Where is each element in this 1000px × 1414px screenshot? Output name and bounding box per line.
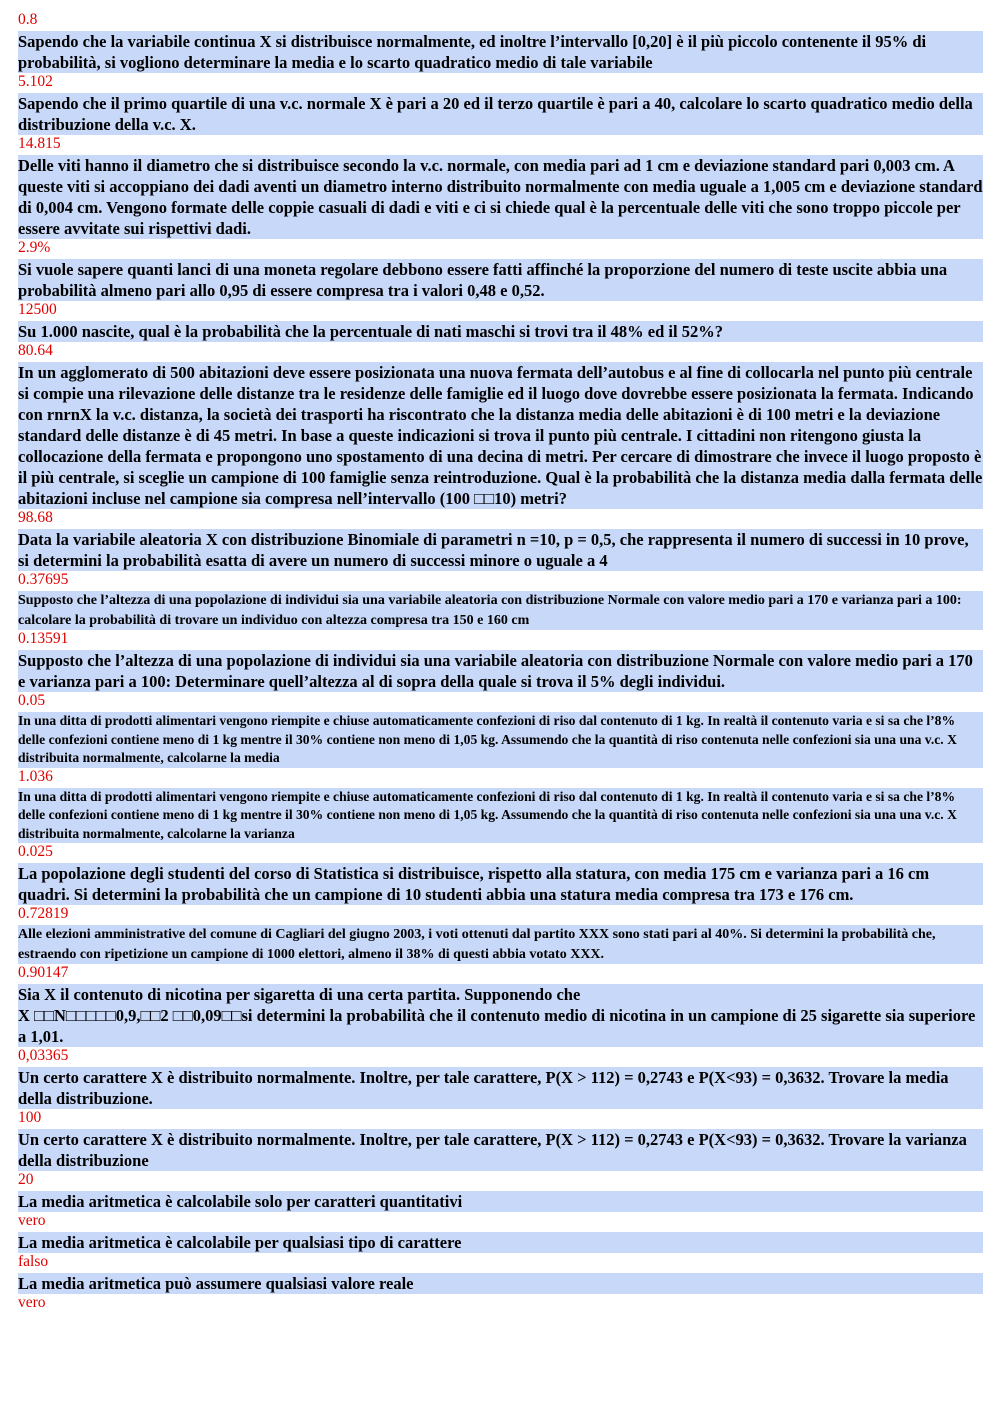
question-text: La media aritmetica è calcolabile per qualsiasi tipo di carattere <box>18 1232 983 1253</box>
answer-text: falso <box>18 1253 49 1270</box>
answer-text: vero <box>18 1294 46 1311</box>
answer-text: 0.05 <box>18 692 46 709</box>
question-text: Su 1.000 nascite, qual è la probabilità che la percentuale di nati maschi si trovi tra il 48% ed il 52%? <box>18 321 983 342</box>
answer-text: 98.68 <box>18 509 53 526</box>
question-text: Delle viti hanno il diametro che si distribuisce secondo la v.c. normale, con media pari ad 1 cm e deviazione standard pari 0,003 cm. A queste viti si accoppiano dei dadi aventi un diametro interno distribuito normalmente con media uguale a 1,005 cm e deviazione standard di 0,004 cm. Vengono formate delle coppie casuali di dadi e viti e ci si chiede qual è la percentuale delle viti che sono troppo piccole per essere avvitate sui rispettivi dadi. <box>18 156 983 238</box>
question-text: In una ditta di prodotti alimentari vengono riempite e chiuse automaticamente confezioni di riso dal contenuto di 1 kg. In realtà il contenuto varia e si sa che l’8% delle confezioni contiene meno di 1 kg mentre il 30% contiene non meno di 1,05 kg. Assumendo che la quantità di riso contenuta nelle confezioni sia una una v.c. X distribuita normalmente, calcolarne la media <box>18 712 983 768</box>
document-page <box>18 11 983 1312</box>
question-text: Sapendo che il primo quartile di una v.c. normale X è pari a 20 ed il terzo quartile è pari a 40, calcolare lo scarto quadratico medio della distribuzione della v.c. X. <box>18 93 983 135</box>
answer-text: 12500 <box>18 301 57 318</box>
answer-text: 0.13591 <box>18 630 69 647</box>
answer-text: 5.102 <box>18 73 53 90</box>
question-text: Un certo carattere X è distribuito normalmente. Inoltre, per tale carattere, P(X > 112) = 0,2743 e P(X<93) = 0,3632. Trovare la media della distribuzione. <box>18 1067 983 1109</box>
answer-text: 80.64 <box>18 342 53 359</box>
question-text: In una ditta di prodotti alimentari vengono riempite e chiuse automaticamente confezioni di riso dal contenuto di 1 kg. In realtà il contenuto varia e si sa che l’8% delle confezioni contiene meno di 1 kg mentre il 30% contiene non meno di 1,05 kg. Assumendo che la quantità di riso contenuta nelle confezioni sia una una v.c. X distribuita normalmente, calcolarne la varianza <box>18 788 983 844</box>
question-text: Si vuole sapere quanti lanci di una moneta regolare debbono essere fatti affinché la proporzione del numero di teste uscite abbia una probabilità almeno pari allo 0,95 di essere compresa tra i valori 0,48 e 0,52. <box>18 259 983 301</box>
question-text: Alle elezioni amministrative del comune di Cagliari del giugno 2003, i voti ottenuti dal partito XXX sono stati pari al 40%. Si determini la probabilità che, estraendo con ripetizione un campione di 1000 elettori, almeno il 38% di questi abbia votato XXX. <box>18 925 983 964</box>
answer-text: 20 <box>18 1171 34 1188</box>
answer-text: 0,03365 <box>18 1047 69 1064</box>
answer-text: 0.025 <box>18 843 53 860</box>
question-text: La popolazione degli studenti del corso di Statistica si distribuisce, rispetto alla statura, con media 175 cm e varianza pari a 16 cm quadri. Si determini la probabilità che un campione di 10 studenti abbia una statura media compresa tra 173 e 176 cm. <box>18 863 983 905</box>
question-text: Supposto che l’altezza di una popolazione di individui sia una variabile aleatoria con distribuzione Normale con valore medio pari a 170 e varianza pari a 100: Determinare quell’altezza al di sopra della quale si trova il 5% degli individui. <box>18 650 983 692</box>
question-text: La media aritmetica può assumere qualsiasi valore reale <box>18 1273 983 1294</box>
question-text: Data la variabile aleatoria X con distribuzione Binomiale di parametri n =10, p = 0,5, che rappresenta il numero di successi in 10 prove, si determini la probabilità esatta di avere un numero di successi minore o uguale a 4 <box>18 529 983 571</box>
answer-text: 0.37695 <box>18 571 69 588</box>
answer-text: 0.90147 <box>18 964 69 981</box>
question-text: Un certo carattere X è distribuito normalmente. Inoltre, per tale carattere, P(X > 112) = 0,2743 e P(X<93) = 0,3632. Trovare la varianza della distribuzione <box>18 1129 983 1171</box>
answer-text: vero <box>18 1212 46 1229</box>
answer-text: 14.815 <box>18 135 61 152</box>
question-text: La media aritmetica è calcolabile solo per caratteri quantitativi <box>18 1191 983 1212</box>
question-text: Sia X il contenuto di nicotina per sigaretta di una certa partita. Supponendo che X □□N□□□□□0,9,□□2 □□0,09□□si determini la probabilità che il contenuto medio di nicotina in un campione di 25 sigarette sia superiore a 1,01. <box>18 984 983 1047</box>
answer-text: 2.9% <box>18 239 51 256</box>
question-text: In un agglomerato di 500 abitazioni deve essere posizionata una nuova fermata dell’autobus e al fine di collocarla nel punto più centrale si compie una rilevazione delle distanze tra le residenze delle famiglie ed il luogo dove dovrebbe essere posizionata la fermata. Indicando con rnrnX la v.c. distanza, la società dei trasporti ha riscontrato che la distanza media delle abitazioni è di 100 metri e la deviazione standard delle distanze è di 45 metri. In base a queste indicazioni si trova il punto più centrale. I cittadini non ritengono giusta la collocazione della fermata e propongono uno spostamento di una decina di metri. Per cercare di dimostrare che invece il luogo proposto è il più centrale, si sceglie un campione di 100 famiglie senza reintroduzione. Qual è la probabilità che la distanza media dalla fermata delle abitazioni incluse nel campione sia compresa nell’intervallo (100 □□10) metri? <box>18 363 983 508</box>
answer-text: 0.72819 <box>18 905 69 922</box>
question-text: Sapendo che la variabile continua X si distribuisce normalmente, ed inoltre l’intervallo [0,20] è il più piccolo contenente il 95% di probabilità, si vogliono determinare la media e lo scarto quadratico medio di tale variabile <box>18 31 983 73</box>
question-text: Supposto che l’altezza di una popolazione di individui sia una variabile aleatoria con distribuzione Normale con valore medio pari a 170 e varianza pari a 100: calcolare la probabilità di trovare un individuo con altezza compresa tra 150 e 160 cm <box>18 591 983 630</box>
answer-text: 100 <box>18 1109 42 1126</box>
answer-text: 0.8 <box>18 11 38 28</box>
answer-text: 1.036 <box>18 767 53 785</box>
